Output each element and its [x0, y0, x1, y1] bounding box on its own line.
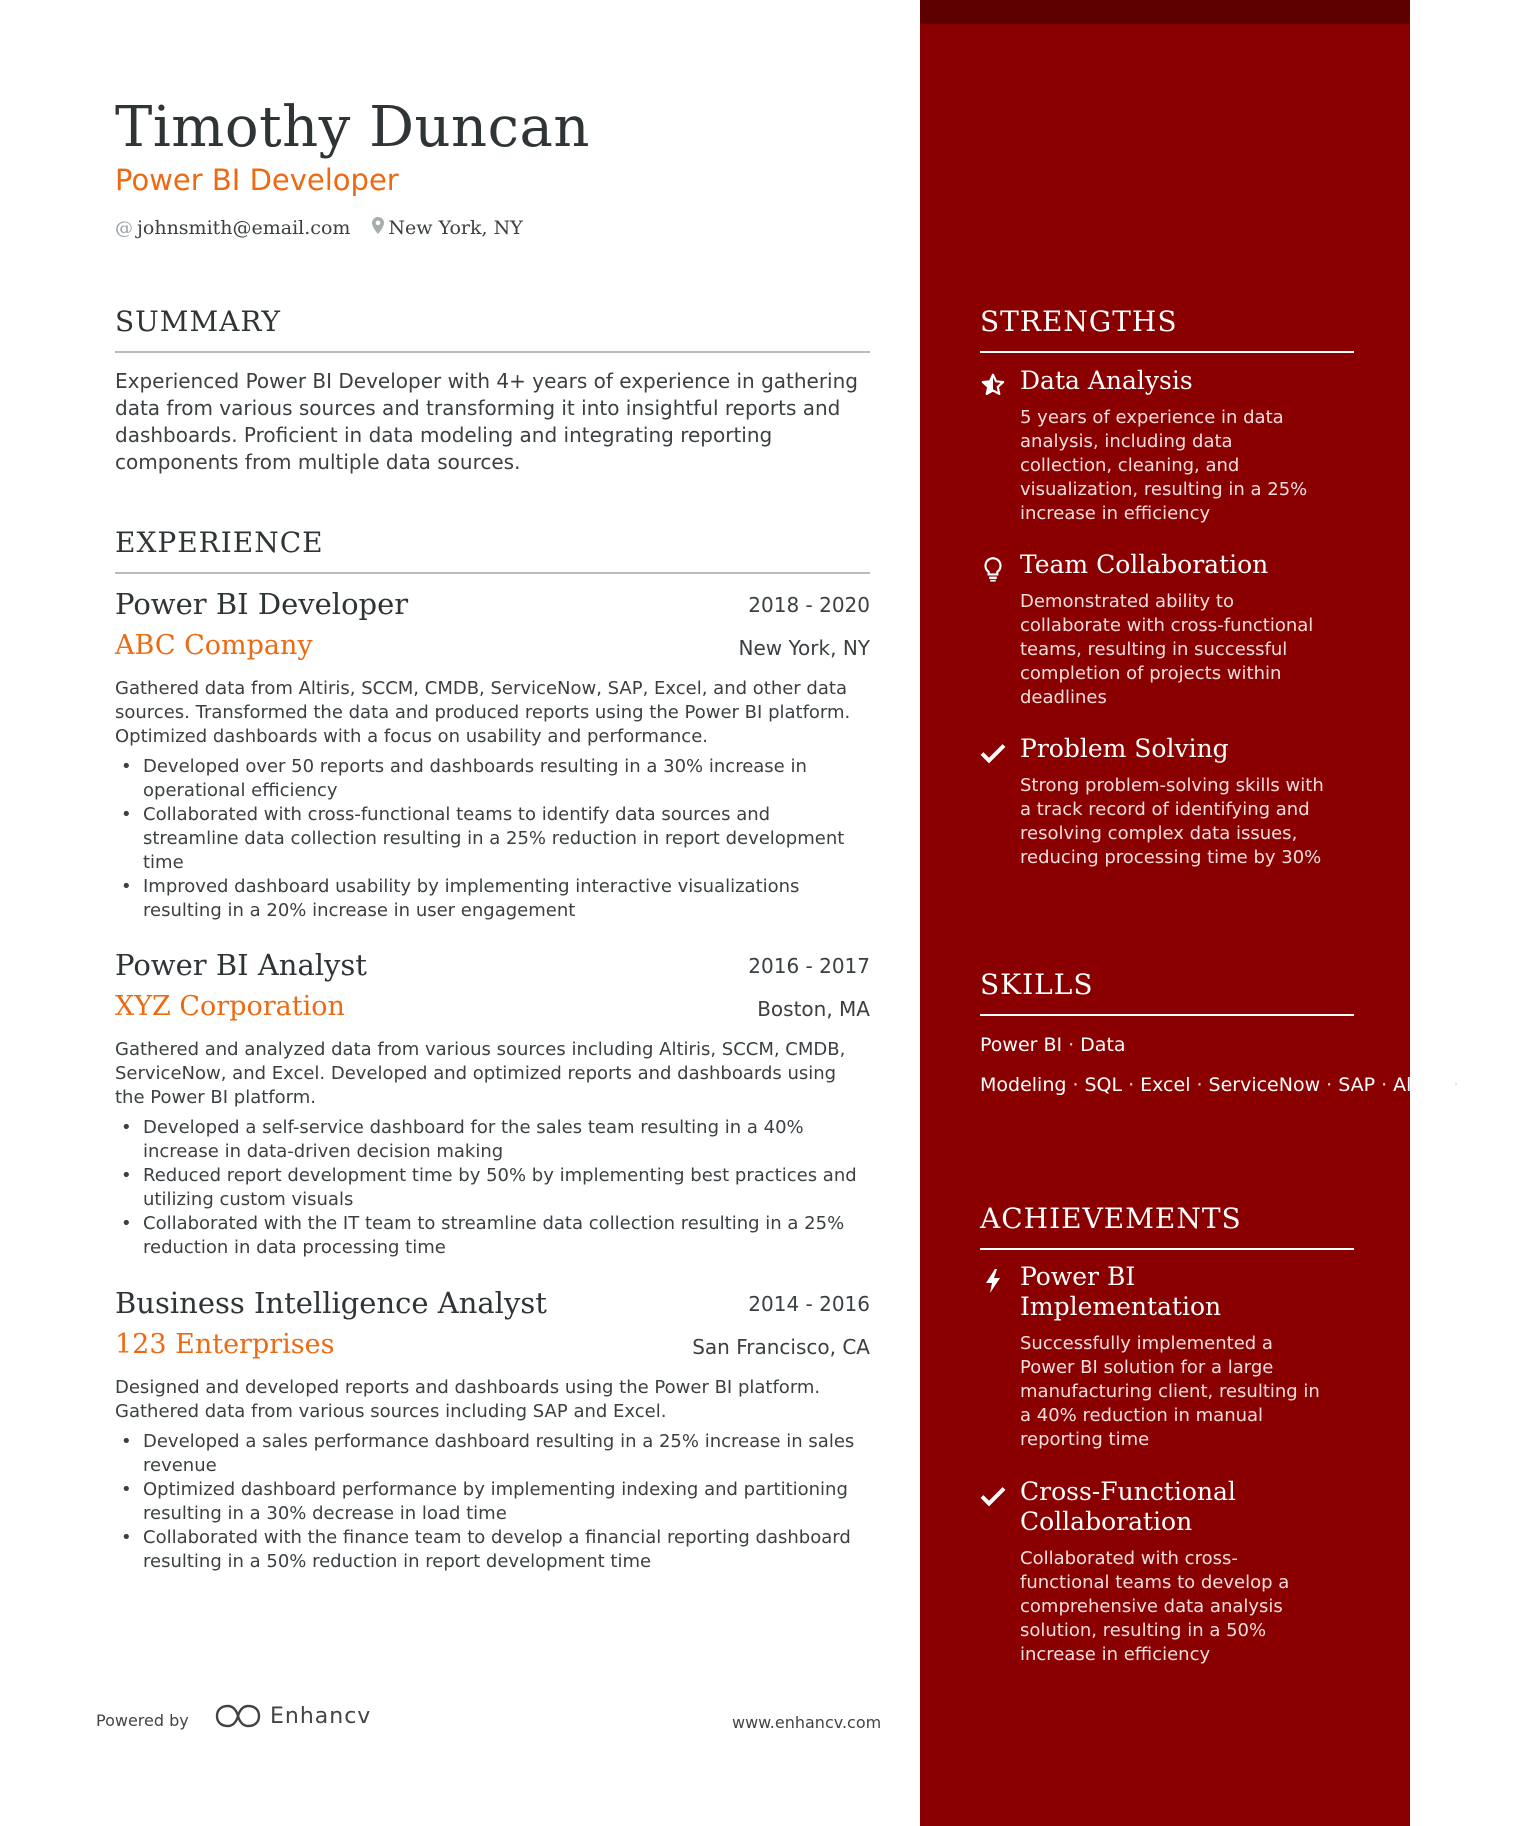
achievement-title: Power BI Implementation	[1020, 1262, 1222, 1321]
job-company: XYZ Corporation	[115, 991, 345, 1022]
summary-divider	[115, 351, 870, 353]
job-dates: 2018 - 2020	[748, 593, 870, 617]
summary-text: Experienced Power BI Developer with 4+ years of experience in gathering data from various sources and transforming it into insightful reports and dashboards. Proficient in data modeling and integrating reporting components from multiple data sources.	[115, 369, 858, 474]
job-description: Designed and developed reports and dashboards using the Power BI platform. Gathered data from various sources including SAP and Excel.	[115, 1377, 821, 1422]
job-bullets	[115, 1116, 870, 1260]
enhancv-logo[interactable]	[214, 1703, 371, 1729]
skills-divider	[980, 1014, 1354, 1016]
list-item: • Reduced report development time by 50% by implementing best practices and utilizing custom visuals	[121, 1165, 857, 1210]
skill-tag: Data Modeling	[980, 1034, 1126, 1096]
lightning-icon	[980, 1268, 1006, 1294]
job-location: San Francisco, CA	[692, 1335, 870, 1359]
strength-title: Data Analysis	[1020, 366, 1193, 395]
checkmark-icon	[980, 1483, 1006, 1509]
job-dates: 2014 - 2016	[748, 1292, 870, 1316]
summary-heading: SUMMARY	[115, 305, 282, 338]
skills-heading: SKILLS	[980, 968, 1094, 1001]
sidebar	[920, 0, 1520, 1826]
list-item: • Collaborated with the finance team to develop a financial reporting dashboard resulting in a 50% reduction in report development time	[121, 1527, 851, 1572]
list-item: • Developed a sales performance dashboard resulting in a 25% increase in sales revenue	[121, 1431, 855, 1476]
job-role: Power BI Developer	[115, 587, 409, 621]
job-dates: 2016 - 2017	[748, 954, 870, 978]
location-text: New York, NY	[388, 217, 523, 239]
achievements-heading: ACHIEVEMENTS	[980, 1202, 1242, 1235]
list-item: • Collaborated with the IT team to streamline data collection resulting in a 25% reduction in data processing time	[121, 1213, 845, 1258]
candidate-name: Timothy Duncan	[115, 95, 590, 160]
job-location: Boston, MA	[757, 997, 870, 1021]
list-item: • Developed over 50 reports and dashboards resulting in a 30% increase in operational efficiency	[121, 756, 807, 801]
skills-list: Power BI · Data Modeling · SQL · Excel · ServiceNow · SAP · Altiris · SCCM	[980, 1034, 1520, 1096]
at-icon: @	[115, 217, 133, 239]
job-role: Business Intelligence Analyst	[115, 1286, 547, 1320]
achievement-title: Cross-Functional Collaboration	[1020, 1477, 1236, 1536]
job-company: 123 Enterprises	[115, 1329, 335, 1360]
list-item: • Collaborated with cross-functional teams to identify data sources and streamline data collection resulting in a 25% reduction in report development time	[121, 804, 845, 873]
skill-tag: Excel	[1140, 1074, 1191, 1096]
job-bullets	[115, 1430, 870, 1574]
skill-tag: SCCM	[1465, 1074, 1520, 1096]
achievement-description: Successfully implemented a Power BI solution for a large manufacturing client, resulting in a 40% reduction in manual reporting time	[1020, 1333, 1320, 1450]
powered-by-text: Powered by	[96, 1711, 189, 1730]
location-pin-icon	[372, 217, 384, 239]
achievement-description: Collaborated with cross-functional teams to develop a comprehensive data analysis solution, resulting in a 50% increase in efficiency	[1020, 1548, 1290, 1665]
job-role: Power BI Analyst	[115, 948, 367, 982]
experience-divider	[115, 572, 870, 574]
achievements-divider	[980, 1248, 1354, 1250]
strengths-heading: STRENGTHS	[980, 305, 1178, 338]
footer-url[interactable]: www.enhancv.com	[732, 1713, 882, 1732]
contact-row	[115, 217, 523, 239]
candidate-title: Power BI Developer	[115, 163, 399, 197]
strength-title: Problem Solving	[1020, 734, 1229, 763]
experience-heading: EXPERIENCE	[115, 526, 324, 559]
skill-tag: Power BI	[980, 1034, 1063, 1056]
job-location: New York, NY	[738, 636, 870, 660]
enhancv-logo-icon	[214, 1703, 262, 1729]
job-bullets	[115, 755, 870, 923]
sidebar-top-band	[920, 0, 1410, 24]
skill-tag: Altiris	[1393, 1074, 1448, 1096]
skill-tag: SAP	[1338, 1074, 1376, 1096]
strength-description: Strong problem-solving skills with a track record of identifying and resolving complex data issues, reducing processing time by 30%	[1020, 775, 1324, 868]
strength-title: Team Collaboration	[1020, 550, 1269, 579]
job-description: Gathered and analyzed data from various sources including Altiris, SCCM, CMDB, ServiceNow, and Excel. Developed and optimized reports and dashboards using the Power BI platform.	[115, 1039, 846, 1108]
job-company: ABC Company	[115, 630, 313, 661]
job-description: Gathered data from Altiris, SCCM, CMDB, ServiceNow, SAP, Excel, and other data sources. Transformed the data and produced reports using the Power BI platform. Optimized dashboards with a focus on usability and performance.	[115, 678, 851, 747]
skill-tag: SQL	[1084, 1074, 1123, 1096]
star-icon	[980, 372, 1006, 398]
email-text[interactable]: johnsmith@email.com	[137, 217, 351, 239]
enhancv-logo-text: Enhancv	[270, 1703, 372, 1729]
skill-tag: ServiceNow	[1208, 1074, 1321, 1096]
strengths-divider	[980, 351, 1354, 353]
checkmark-icon	[980, 740, 1006, 766]
list-item: • Optimized dashboard performance by implementing indexing and partitioning resulting in a 30% decrease in load time	[121, 1479, 848, 1524]
list-item: • Improved dashboard usability by implementing interactive visualizations resulting in a 20% increase in user engagement	[121, 876, 800, 921]
list-item: • Developed a self-service dashboard for the sales team resulting in a 40% increase in data-driven decision making	[121, 1117, 804, 1162]
strength-description: Demonstrated ability to collaborate with cross-functional teams, resulting in successful completion of projects within deadlines	[1020, 591, 1314, 708]
strength-description: 5 years of experience in data analysis, including data collection, cleaning, and visualization, resulting in a 25% increase in efficiency	[1020, 407, 1308, 524]
lightbulb-icon	[980, 556, 1006, 582]
